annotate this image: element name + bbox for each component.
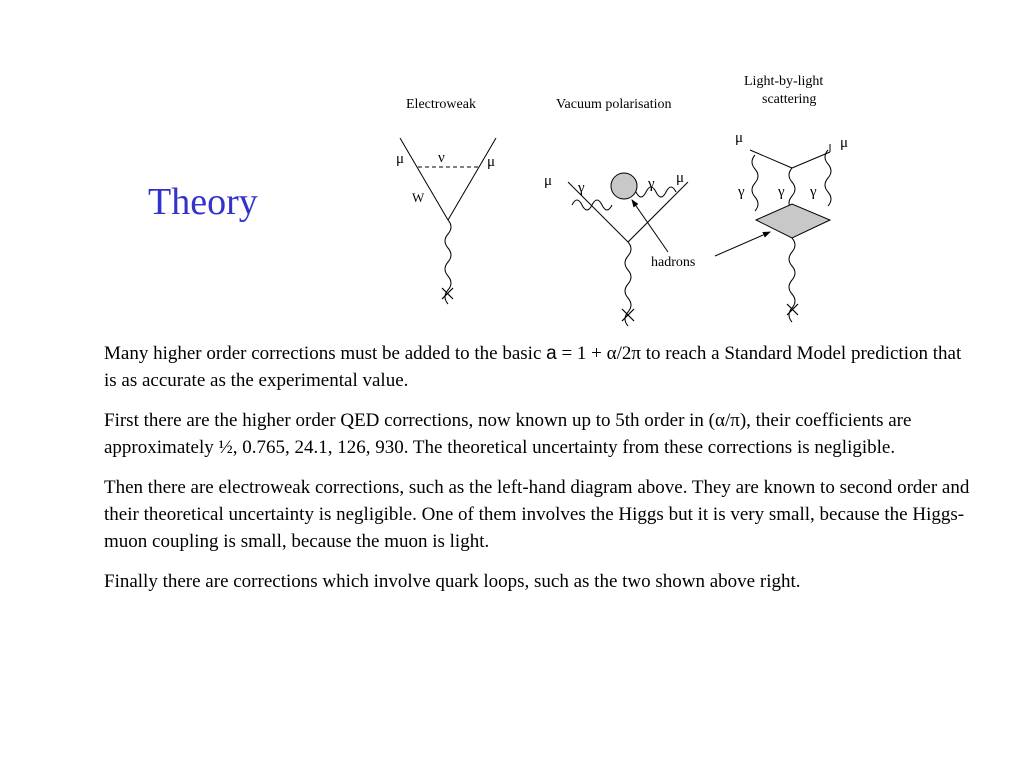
lbl-muon-top-line — [792, 152, 830, 168]
hadrons-arrow-right — [715, 232, 770, 256]
electroweak-w: W — [412, 190, 425, 205]
lbl-label-line1: Light-by-light — [744, 74, 824, 89]
lbl-mu-left: μ — [735, 130, 744, 146]
lbl-vertex-cross-icon — [787, 304, 798, 315]
anomaly-symbol: a — [546, 343, 557, 364]
lbl-muon-left-line — [750, 150, 792, 168]
lbl-gamma-2: γ — [778, 184, 785, 200]
paragraph-basic-correction — [104, 340, 976, 394]
body-text — [104, 340, 976, 608]
vacuum-muon-right-line — [628, 182, 688, 242]
vacuum-mu-right: μ — [676, 170, 685, 186]
paragraph-qed-corrections: First there are the higher order QED corrections, now known up to 5th order in (α/π), their coefficients are approximately ½, 0.765, 24.1, 126, 930. The theoretical uncertainty from these corrections is negligible. — [104, 410, 912, 458]
vacuum-photon-left — [572, 200, 612, 210]
electroweak-mu-right: μ — [487, 154, 496, 170]
slide-title: Theory — [148, 181, 258, 223]
lbl-photon-1 — [752, 155, 758, 211]
hadron-loop-blob — [611, 173, 637, 199]
light-by-light-diagram — [735, 74, 848, 322]
electroweak-diagram — [396, 97, 496, 304]
electroweak-vertex-cross-icon — [442, 288, 453, 299]
lbl-gamma-1: γ — [738, 184, 745, 200]
vacuum-gamma-right: γ — [648, 176, 655, 192]
paragraph-1-start: Many higher order corrections must be added to the basic — [104, 343, 547, 364]
vacuum-photon-right — [636, 187, 676, 197]
electroweak-label: Electroweak — [406, 97, 476, 112]
lbl-photon-3 — [825, 150, 831, 206]
lbl-label-line2: scattering — [762, 92, 817, 107]
paragraph-electroweak-corrections: Then there are electroweak corrections, such as the left-hand diagram above. They are known to second order and their theoretical uncertainty is negligible. One of them involves the Higgs but it is very small, because the Higgs-muon coupling is small, because the muon is light. — [104, 477, 970, 552]
vacuum-mu-left: μ — [544, 173, 553, 189]
lbl-mu-right: μ — [840, 135, 849, 151]
electroweak-mu-left: μ — [396, 151, 405, 167]
vacuum-gamma-left: γ — [578, 180, 585, 196]
paragraph-quark-loops: Finally there are corrections which involve quark loops, such as the two shown above right. — [104, 571, 801, 592]
lbl-gamma-3: γ — [810, 184, 817, 200]
paragraph-1-end: = 1 + α/2π to reach a Standard Model prediction that is as accurate as the experimental value. — [104, 343, 962, 391]
electroweak-nu: ν — [438, 150, 445, 166]
electroweak-muon-right-line — [448, 138, 496, 220]
vacuum-label: Vacuum polarisation — [556, 97, 672, 112]
feynman-diagrams — [360, 60, 860, 330]
vacuum-vertex-cross-icon — [622, 309, 634, 321]
hadrons-label: hadrons — [651, 255, 696, 270]
